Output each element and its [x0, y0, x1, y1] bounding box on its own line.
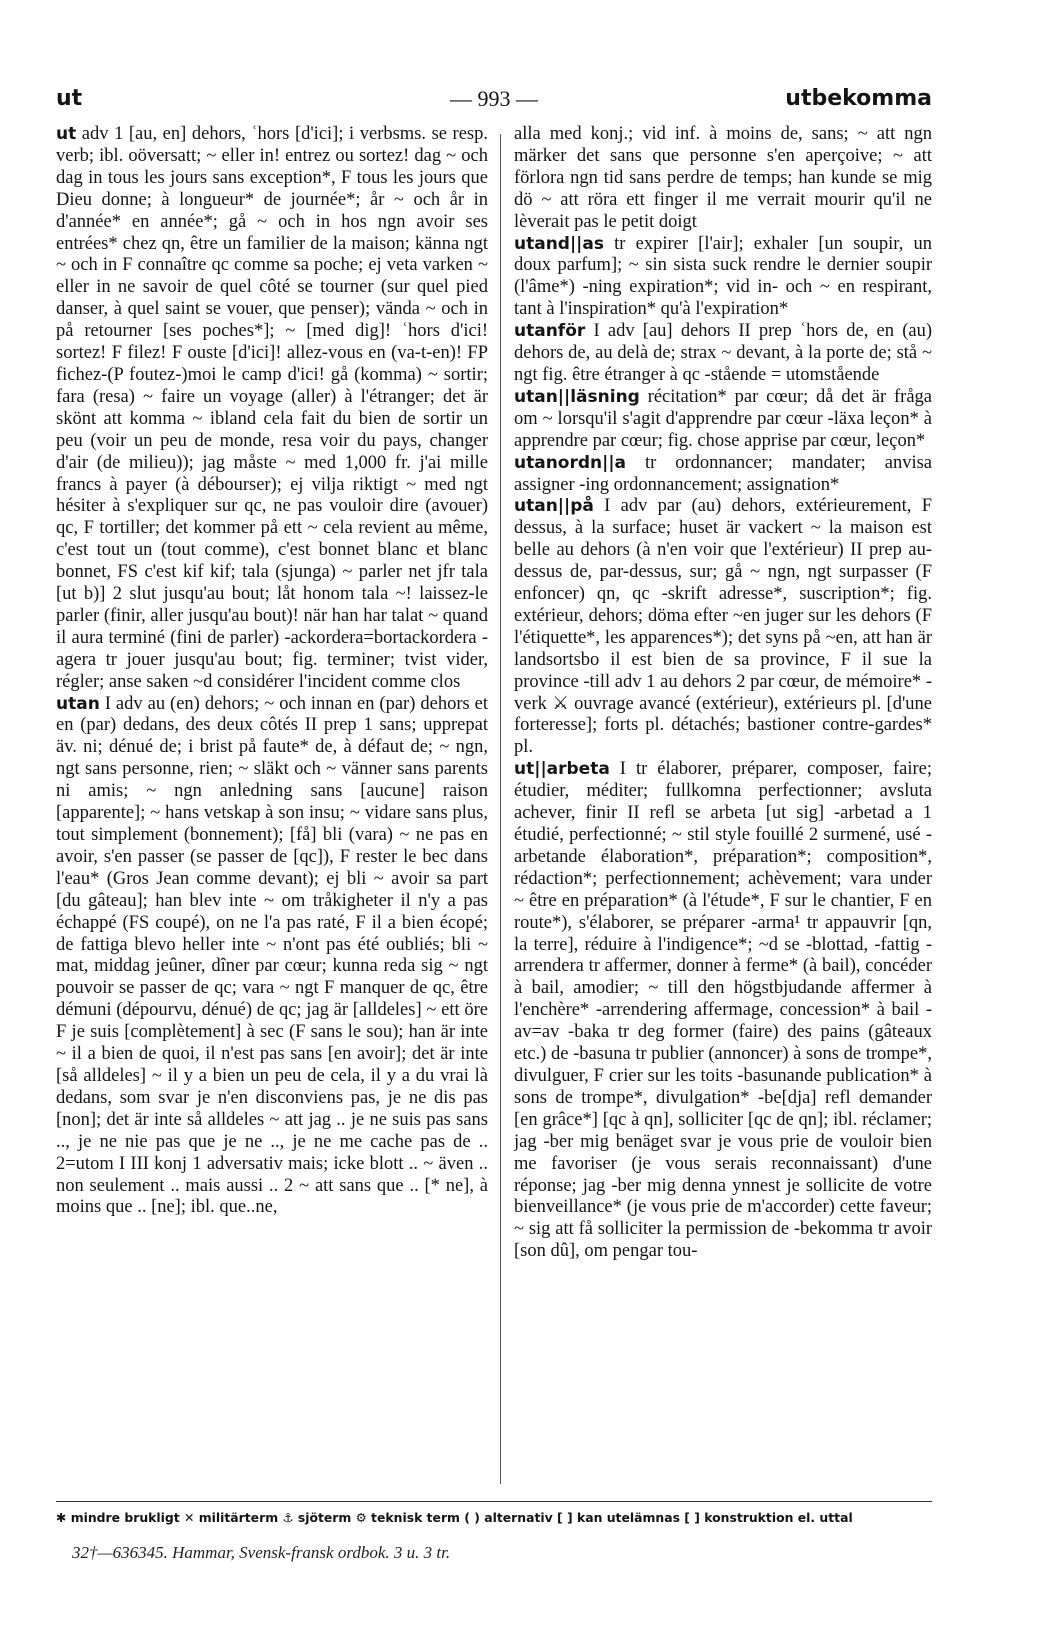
entry-text: adv 1 [au, en] dehors, ʿhors [d'ici]; i verbsms. se resp. verb; ibl. oöversatt; ~ eller in! entrez ou sortez! dag ~ och dag in tous les jours sans exception*, F tous les jours que Dieu donne; à longueur* de journée*; år ~ och år in d'année* en année*; gå ~ och in hos ngn avoir ses entrées* chez qn, être un familier de la maison; känna ngt ~ och in F connaître qc comme sa poche; ej veta varken ~ eller in ne savoir de quel côté se tourner (sur quel pied danser, à quel saint se vouer, que penser); vända ~ och in på retourner [ses poches*]; ~ [med dig]! ʿhors d'ici! sortez! F filez! F ouste [d'ici]! allez-vous en (va-t-en)! FP fichez-(P foutez-)moi le camp d'ici! gå (komma) ~ sortir; fara (resa) ~ faire un voyage (aller) à l'étranger; det är skönt att komma ~ ibland cela fait du bien de sortir un peu (voir un peu de monde, resa voir du pays, changer d'air (de milieu)); jag måste ~ med 1,000 fr. j'ai mille francs à payer (à débourser); ej vilja riktigt ~ med ngt hésiter à s'expliquer sur qc, ne pas vouloir dire (avouer) qc, F tortiller; det kommer på ett ~ cela revient au même, c'est tout un (tout comme), c'est bonnet blanc et blanc bonnet, FS c'est kif kif; tala (sjunga) ~ parler net jfr tala [ut b)] 2 slut jusqu'au bout; låt honom tala ~! laissez-le parler (finir, aller jusqu'au bout)! när han har talat ~ quand il aura terminé (fini de parler) -ackordera=bortackordera -agera tr jouer jusqu'au bout; fig. terminer; tvist vider, régler; anse saken ~d considérer l'incident comme clos — [56, 124, 488, 692]
symbol-legend: ✱ mindre brukligt ✕ militärterm ⚓ sjöterm ⚙ teknisk term ( ) alternativ [ ] kan utelämnas [ ] konstruktion el. uttal — [56, 1510, 853, 1525]
print-imprint: 32†—636345. Hammar, Svensk-fransk ordbok. 3 u. 3 tr. — [72, 1543, 451, 1562]
column-divider — [500, 134, 501, 1484]
right-guide-word: utbekomma — [785, 86, 932, 111]
page-header — [56, 86, 932, 118]
entry-headword: utan||på — [514, 496, 594, 517]
entry-headword: utand||as — [514, 233, 604, 254]
dictionary-entry — [514, 453, 932, 497]
entry-text: I tr élaborer, préparer, composer, faire; étudier, méditer; fullkomna perfectionner; avsluta achever, finir II refl se arbeta [ut sig] -arbetad a 1 étudié, perfectionné; ~ stil style fouillé 2 surmené, usé -arbetande élaboration*, préparation*; composition*, rédaction*; perfectionnement; achèvement; vara under ~ être en préparation* (à l'étude*, F sur le chantier, F en route*), s'élaborer, se préparer -arma¹ tr appauvrir [qn, la terre], réduire à l'indigence*; ~d se -blottad, -fattig -arrendera tr affermer, donner à ferme* (à bail), concéder à bail, amodier; ~ till den högstbjudande affermer à l'enchère* -arrendering affermage, concession* à bail -av=av -baka tr deg former (faire) des pains (gâteaux etc.) de -basuna tr publier (annoncer) à sons de trompe*, divulguer, F crier sur les toits -basunande publication* à sons de trompe*, divulgation* -be[dja] refl demander [en grâce*] [qc à qn], solliciter [qc de qn]; ibl. réclamer; jag -ber mig benäget svar je vous prie de vouloir bien me favoriser (je vous serais reconnaissant) d'une réponse; jag -ber mig denna ynnest je sollicite de votre bienveillance* (je vous prie de m'accorder) cette faveur; ~ sig att få solliciter la permission de -bekomma tr avoir [son dû], om pengar tou- — [514, 759, 932, 1262]
entry-text: alla med konj.; vid inf. à moins de, sans; ~ att ngn märker det sans que personne s'en aperçoive; ~ att förlora ngn tid sans perdre de temps; han kunde se mig dö ~ att röra ett finger il me verrait mourir qu'il ne lèverait pas le petit doigt — [514, 124, 932, 232]
entry-headword: utanordn||a — [514, 452, 627, 473]
left-column — [56, 124, 488, 1492]
dictionary-entry — [56, 124, 488, 694]
dictionary-entry — [514, 759, 932, 1263]
entry-text: I adv au (en) dehors; ~ och innan en (par) dehors et en (par) dedans, des deux côtés II prep 1 sans; upprepat äv. ni; dénué de; i brist på faute* de, à défaut de; ~ ngn, ngt sans personne, rien; ~ släkt och ~ vänner sans parents ni amis; ~ ngn anledning sans [aucune] raison [apparente]; ~ hans vetskap à son insu; ~ vidare sans plus, tout simplement (bonnement); [få] bli (vara) ~ ne pas en avoir, s'en passer (se passer de [qc]), F rester le bec dans l'eau* (Gros Jean comme devant); ej bli ~ avoir sa part [du gâteau]; han blev inte ~ om tråkigheter il n'y a pas échappé (FS coupé), on ne l'a pas raté, F il a bien écopé; de fattiga blevo heller inte ~ n'ont pas été oubliés; bli ~ mat, middag jeûner, dîner par cœur; kunna reda sig ~ ngt pouvoir se passer de qc; vara ~ ngt F manquer de qc, être démuni (dépourvu, dénué) de qc; jag är [alldeles] ~ ett öre F je suis [complètement] à sec (F sans le sou); han är inte ~ il a bien de quoi, il n'est pas sans [en avoir]; det är inte [så alldeles] ~ il y a bien un peu de cela, il y a du vrai là dedans, som svar je n'en disconviens pas, je ne dis pas [non]; det är inte så alldeles ~ att jag .. je ne suis pas sans .., je ne nie pas que je ne .., je ne me cache pas de .. 2=utom I III konj 1 adversativ mais; icke blott .. ~ även .. non seulement .. mais aussi .. 2 ~ att sans que .. [* ne], à moins que .. [ne]; ibl. que..ne, — [56, 693, 488, 1218]
dictionary-entry — [514, 234, 932, 322]
entry-text: I adv [au] dehors II prep ʿhors de, en (au) dehors de, au delà de; strax ~ devant, à la porte de; stå ~ ngt fig. être étranger à qc -stående = utomstående — [514, 321, 932, 385]
dictionary-entry — [514, 387, 932, 453]
dictionary-entry — [56, 694, 488, 1220]
left-guide-word: ut — [56, 86, 83, 111]
right-column — [514, 124, 932, 1492]
entry-headword: utan||läsning — [514, 386, 640, 407]
dictionary-entry — [514, 124, 932, 234]
page-number: — 993 — — [450, 86, 538, 111]
entry-text: récitation* par cœur; då det är fråga om ~ lorsqu'il s'agit d'apprendre par cœur -läxa leçon* à apprendre par cœur; fig. chose apprise par cœur, leçon* — [514, 386, 932, 451]
entry-text: tr expirer [l'air]; exhaler [un soupir, un doux parfum]; ~ sin sista suck rendre le dernier soupir (l'âme*) -ning expiration*; vid in- och ~ en respirant, tant à l'inspiration* qu'à l'expiration* — [514, 233, 932, 320]
entry-text: tr ordonnancer; mandater; anvisa assigner -ing ordonnancement; assignation* — [514, 452, 932, 495]
entry-headword: ut — [56, 124, 77, 144]
dictionary-entry — [514, 321, 932, 387]
entry-headword: utan — [56, 693, 100, 714]
dictionary-entry — [514, 496, 932, 759]
footer-divider — [56, 1501, 932, 1502]
entry-headword: utanför — [514, 321, 586, 342]
entry-text: I adv par (au) dehors, extérieurement, F dessus, à la surface; huset är vackert ~ la maison est belle au dehors (à n'en voir que l'extérieur) II prep au-dessus de, par-dessus, sur; gå ~ ngn, ngt surpasser (F enfoncer) qn, qc -skrift adresse*, suscription*; fig. extérieur, dehors; döma efter ~en juger sur les dehors (F l'étiquette*, les apparences*); det syns på ~en, att han är landsortsbo il est bien de sa province, F il sue la province -till adv 1 au dehors 2 par cœur, de mémoire* -verk ⚔ ouvrage avancé (extérieur), extérieurs pl. [d'une forteresse]; forts pl. détachés; bastioner contre-gardes* pl. — [514, 496, 932, 758]
entry-headword: ut||arbeta — [514, 759, 610, 780]
